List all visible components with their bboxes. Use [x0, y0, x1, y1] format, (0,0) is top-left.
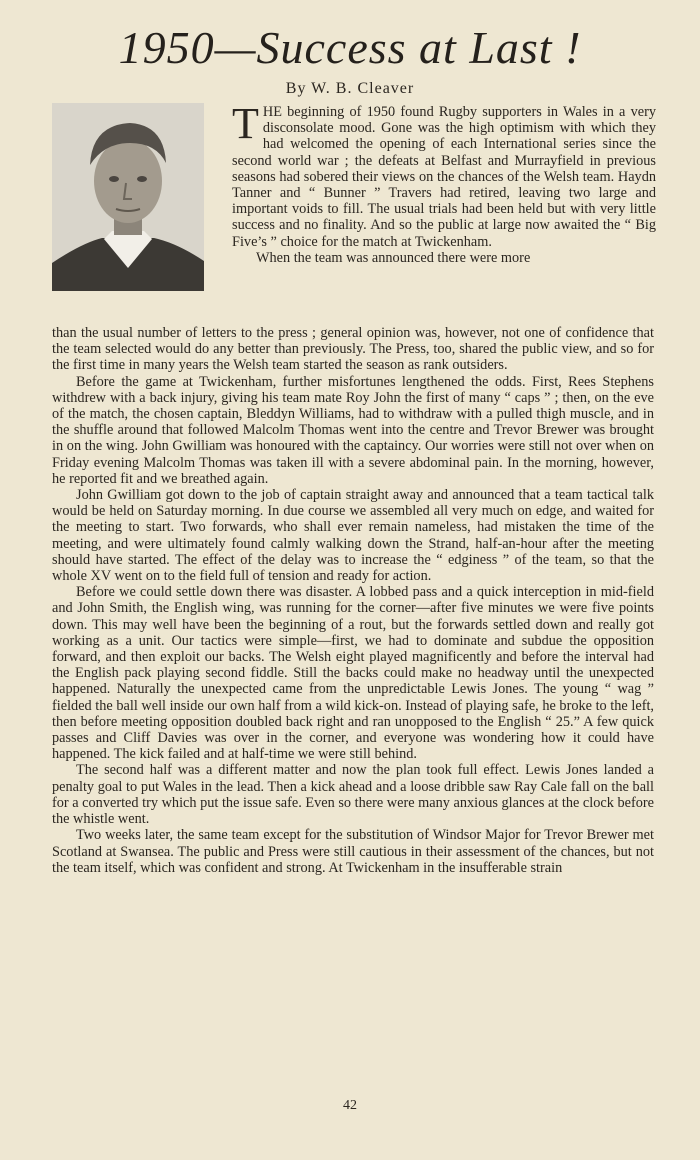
paragraph: Before the game at Twickenham, further misfortunes lengthened the odds. First, Rees Stephens withdrew with a back injury, giving his team mate Roy John the first of many “ caps ” ; then, on the eve of the match, the chosen captain, Bleddyn Williams, had to withdraw with a pulled thigh muscle, and in the shuffle around that followed Malcolm Thomas went into the centre and Trevor Brewer was brought in on the wing. John Gwilliam was honoured with the captaincy. Our worries were still not over when on Friday evening Malcolm Thomas was taken ill with a severe abdominal pain. In the morning, however, he reported fit and we breathed again.	[52, 373, 654, 487]
drop-cap: T	[232, 99, 259, 148]
paragraph: than the usual number of letters to the press ; general opinion was, however, not one of confidence that the team selected would do any better than previously. The Press, too, shared the public view, and so for the first time in many years the Welsh team started the season as rank outsiders.	[52, 325, 654, 374]
portrait-image	[52, 103, 204, 291]
portrait-photo	[52, 103, 204, 291]
page-number: 42	[343, 1098, 357, 1113]
paragraph: John Gwilliam got down to the job of captain straight away and announced that a team tactical talk would be held on Saturday morning. In due course we assembled all very much on edge, and waited for the meeting to start. Two forwards, who shall ever remain nameless, had mistaken the time of the meeting, and were ultimately found calmly walking down the Strand, half-an-hour after the meeting should have started. The effect of the delay was to increase the “ edginess ” of the team, so that the whole XV went on to the field full of tension and ready for action.	[52, 487, 654, 585]
article-title: 1950—Success at Last !	[118, 22, 582, 73]
byline: By W. B. Cleaver	[285, 80, 415, 97]
article-body	[52, 325, 654, 876]
intro-text: HE beginning of 1950 found Rugby supporters in Wales in a very disconsolate mood. Gone was the high optimism with which they had welcomed the opening of each International series since the second world war ; the defeats at Belfast and Murrayfield in previous seasons had sobered their views on the chances of the Welsh team. Haydn Tanner and “ Bunner ” Travers had retired, leaving two large and important voids to fill. The usual trials had been held but with very little success and no finality. And so the public at large now awaited the “ Big Five’s ” choice for the match at Twickenham.	[232, 104, 656, 250]
intro-paragraph	[232, 99, 656, 266]
para2-start: When the team was announced there were more	[256, 249, 531, 266]
paragraph: The second half was a different matter and now the plan took full effect. Lewis Jones landed a penalty goal to put Wales in the lead. Then a kick ahead and a loose dribble saw Ray Cale fall on the ball for a converted try which put the issue safe. Even so there were many anxious glances at the clock before the whistle went.	[52, 762, 654, 828]
paragraph: Two weeks later, the same team except for the substitution of Windsor Major for Trevor Brewer met Scotland at Swansea. The public and Press were still cautious in their assessment of the chances, but not the team itself, which was confident and strong. At Twickenham in the insufferable strain	[52, 827, 654, 876]
paragraph: Before we could settle down there was disaster. A lobbed pass and a quick interception in mid-field and John Smith, the English wing, was running for the corner—after five minutes we were five points down. This may well have been the beginning of a rout, but the forwards settled down and really got working as a unit. Our tactics were simple—first, we had to dominate and subdue the opposition forward, and then exploit our backs. The Welsh eight played magnificently and before the interval had the English pack playing second fiddle. Still the backs could make no headway until the unexpected happened. Naturally the unexpected came from the unpredictable Lewis Jones. The young “ wag ” fielded the ball well inside our own half from a wild kick-on. Instead of playing safe, he broke to the left, then before meeting opposition doubled back right and ran unopposed to the English “ 25.” A few quick passes and Cliff Davies was over in the corner, and everyone was wondering how it could have happened. The kick failed and at half-time we were still behind.	[52, 584, 654, 763]
